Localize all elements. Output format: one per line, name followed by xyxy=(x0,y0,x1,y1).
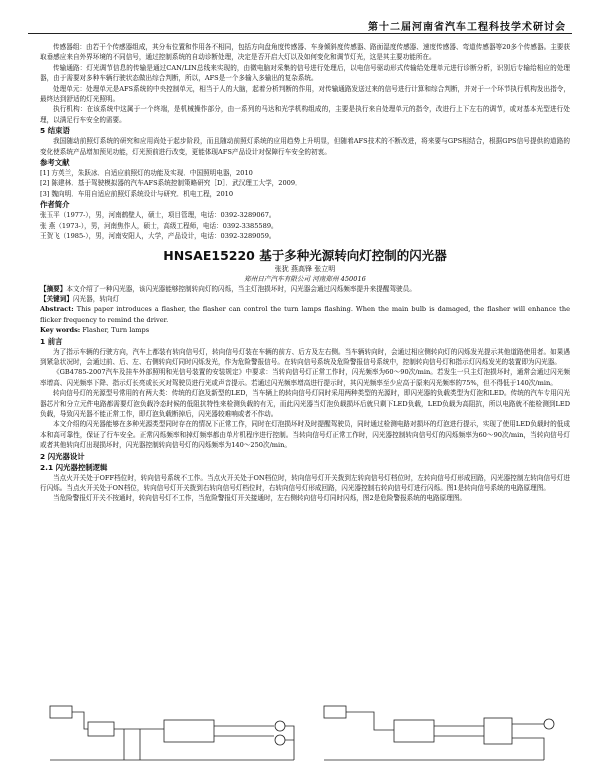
reference-1: [1] 方英兰，朱跃冰．自适应前照灯的功能及实现．中国照明电器，2010 xyxy=(40,169,253,178)
circuit-block-6 xyxy=(484,718,512,744)
keywords-en-label: Key words: xyxy=(40,326,81,335)
journal-title: 第十二届河南省汽车工程科技学术研讨会 xyxy=(368,22,566,33)
intro-paragraph-2: 《GB4785-2007汽车及挂车外部照明和光信号装置的安装规定》中要求：当转向信号灯正常工作时，闪光频率为60～90次/min。若发生一只主灯泡损坏时，通常会通过闪光频率增高、闪光频率下降、指示灯长亮或长灭对驾驶员进行光或声音提示。若通过闪光频率增高进行提示时，其闪光频率至少应高于原来闪光频率的75%，但不得低于140次/min。 xyxy=(40,368,570,387)
conclusion-text: 我国随动前照灯系统的研究和应用尚处于起步阶段，而且随动前照灯系统的应用趋势上升明显，但随着AFS技术的不断改进，将来要与GPS相结合，根据GPS信号提供的道路的变化使系统产品增加预见功能，灯光预前进行改变，更能体现AFS产品设计对保障行车安全的初衷。 xyxy=(40,137,570,156)
abstract-en-text: This paper introduces a flasher, the flasher can control the turn lamps flashing. When the main bulb is damaged, the flasher will enhance the flicker frequency to remind the driver. xyxy=(40,305,570,324)
design-heading: 2 闪光器设计 xyxy=(40,451,85,461)
abstract-label: 【摘要】 xyxy=(40,284,67,293)
circuit-block-3 xyxy=(164,720,214,742)
author-bio-2: 张 燕（1973-），男，河南焦作人，硕士，高级工程师，电话：0392-3385589。 xyxy=(40,221,278,230)
paragraph-actuator: 执行机构：在该系统中这属于一个终端，是机械操作部分，由一系列的马达和光学机构组成的，主要是执行来自处理单元的指令，改进行上下左右的调节，或对基本光型进行处理，以满足行车安全的需要。 xyxy=(40,105,570,124)
article-title: HNSAE15220 基于多种光源转向灯控制的闪光器 xyxy=(163,247,447,263)
circuit-lamp-3 xyxy=(544,719,554,729)
paragraph-processing: 处理单元：处理单元是AFS系统的中央控制单元，相当于人的大脑，起着分析判断的作用，对传输通路发送过来的信号进行计算和综合判断，并对于一个环节执行机构发出指令，最终达到舒适的灯光照明。 xyxy=(40,84,570,104)
circuit-lamp-1 xyxy=(275,721,285,731)
keywords-cn xyxy=(40,294,570,304)
circuit-wire-6 xyxy=(346,712,394,730)
circuit-diagram xyxy=(44,700,564,768)
abstract-en-label: Abstract: xyxy=(40,305,74,314)
circuit-block-1 xyxy=(50,706,72,718)
article-affiliation: 郑州日产汽车有限公司 河南郑州 450016 xyxy=(244,274,366,283)
abstract-en xyxy=(40,304,570,325)
circuit-wire-4 xyxy=(214,726,274,736)
keywords-en xyxy=(40,325,570,335)
keywords-en-text: Flasher, Turn lamps xyxy=(82,326,150,335)
intro-heading: 1 前言 xyxy=(40,336,63,346)
control-logic-heading: 2.1 闪光器控制逻辑 xyxy=(40,462,108,472)
intro-paragraph-4: 本文介绍的闪光器能够在多种光源类型同时存在的情况下正常工作，同时在灯泡损坏时及时提醒驾驶员，同时通过检测电路对损坏的灯泡进行提示，实现了使用LED负载时的低成本和高可靠性，保证了行车安全。正常闪烁频率和掉灯频率都由单片机程序进行控制。当转向信号灯正常工作时，闪光器控制转向信号灯的闪烁频率为60～90次/min，当转向信号灯或者其他转向灯出现损坏时，闪光器控制转向信号灯的闪烁频率为140～250次/min。 xyxy=(40,420,570,450)
reference-2: [2] 陈建林．基于驾驶模拟器的汽车AFS系统控制策略研究［D］．武汉理工大学，2009． xyxy=(40,179,302,188)
header-rule xyxy=(28,33,572,34)
circuit-wire-8 xyxy=(512,724,544,760)
author-bios-heading: 作者简介 xyxy=(40,200,70,210)
conclusion-heading: 5 结束语 xyxy=(40,126,70,136)
running-header xyxy=(0,18,600,32)
keywords-text: 闪光器，转向灯 xyxy=(72,294,120,303)
intro-paragraph-1: 为了指示车辆的行驶方向，汽车上都装有转向信号灯，转向信号灯装在车辆的前方、后方及左右侧。当车辆转向时，会通过相应侧转向灯的闪烁发光提示其他道路使用者。如果遇到紧急状况时，会通过前、后、左、右侧转向灯同时闪烁发光，作为危险警报信号。在转向信号系统及危险警报信号系统中，控制转向信号灯和指示灯闪烁发光的装置即为闪光器。 xyxy=(40,347,570,366)
references-heading: 参考文献 xyxy=(40,158,70,168)
abstract-text: 本文介绍了一种闪光器，该闪光器能够控制转向灯的闪烁，当主灯泡损坏时，闪光器会通过闪烁频率提升来提醒驾驶员。 xyxy=(66,284,416,293)
paragraph-transmission: 传输通路：灯光调节信息的传输是通过CAN/LIN总线来实现的，由微电脑对采集的信号进行处理后，以电信号驱动形式传输给处理单元进行诊断分析，识别后专输给相应的处理器，由于需要对多种车辆行驶状态做出综合判断，所以，AFS是一个多输入多输出的复杂系统。 xyxy=(40,63,570,83)
abstract-cn xyxy=(40,284,570,294)
circuit-block-5 xyxy=(394,720,434,742)
design-paragraph-2: 当危险警报灯开关不按通时，转向信号灯不工作，当危险警报灯开关接通时，左右侧转向信号灯同时闪烁，图2是危险警报系统的电路原理图。 xyxy=(53,494,467,503)
previous-article xyxy=(40,42,570,504)
author-bio-1: 张玉平（1977-），男，河南鹤壁人，硕士，项目管理，电话：0392-3289067。 xyxy=(40,211,276,220)
keywords-label: 【关键词】 xyxy=(40,294,73,303)
circuit-wire-5 xyxy=(285,726,294,760)
intro-paragraph-3: 转向信号灯的光源型号常用的有两大类：传统的灯泡及新型的LED，当车辆上的转向信号灯同时采用两种类型的光源时，即闪光器的负载类型为灯泡和LED。传统的汽车专用闪光器芯片和分立元件电路都需要灯泡负载冷态时候的低阻抗特性来检测负载的有无，而此闪光器当灯泡负载损坏后就只剩下LED负载，LED负载为高阻抗，所以电路就不能检测到LED负载，导致闪光器不能正常工作，即灯泡负载断掉后，闪光器较难响或者不作动。 xyxy=(40,389,570,418)
article-authors: 张犹 燕高锋 张立明 xyxy=(274,264,336,273)
paragraph-sensors: 传感器组：由若干个传感器组成，其分布位置和作用各不相同，包括方向盘角度传感器、车身倾斜度传感器、路面湿度传感器、速度传感器、弯道传感器等20多个传感器。主要获取垂感应来自外界环境的不同信号，通过控制系统的自动诊断处理，决定是否开启大灯以及如何变化和调节灯光，这是其主要功能所在。 xyxy=(40,43,570,62)
circuit-wire-1 xyxy=(72,712,88,729)
circuit-block-4 xyxy=(324,706,346,718)
reference-3: [3] 魏向明．车用自适应前照灯系统设计与研究．机电工程，2010 xyxy=(40,189,234,198)
circuit-wire-7 xyxy=(434,726,484,736)
circuit-wire-3 xyxy=(124,729,140,760)
design-paragraph-1: 当点火开关处于OFF档位时，转向信号系统不工作。当点火开关处于ON档位时，转向信号灯开关拨到左转向信号灯档位时，左转向信号灯形成回路，闪光器控制左转向信号灯进行闪烁。当点火开关处于ON档位，转向信号灯开关拨到右转向信号灯档位时，右转向信号灯形成回路，闪光器控制右转向信号灯进行闪烁。图1是转向信号系统的电路原理图。 xyxy=(40,473,570,492)
circuit-lamp-2 xyxy=(275,735,285,745)
circuit-block-2 xyxy=(88,722,114,736)
author-bio-3: 王贺飞（1985-），男，河南安阳人，大学，产品设计，电话：0392-3289059。 xyxy=(40,232,276,241)
